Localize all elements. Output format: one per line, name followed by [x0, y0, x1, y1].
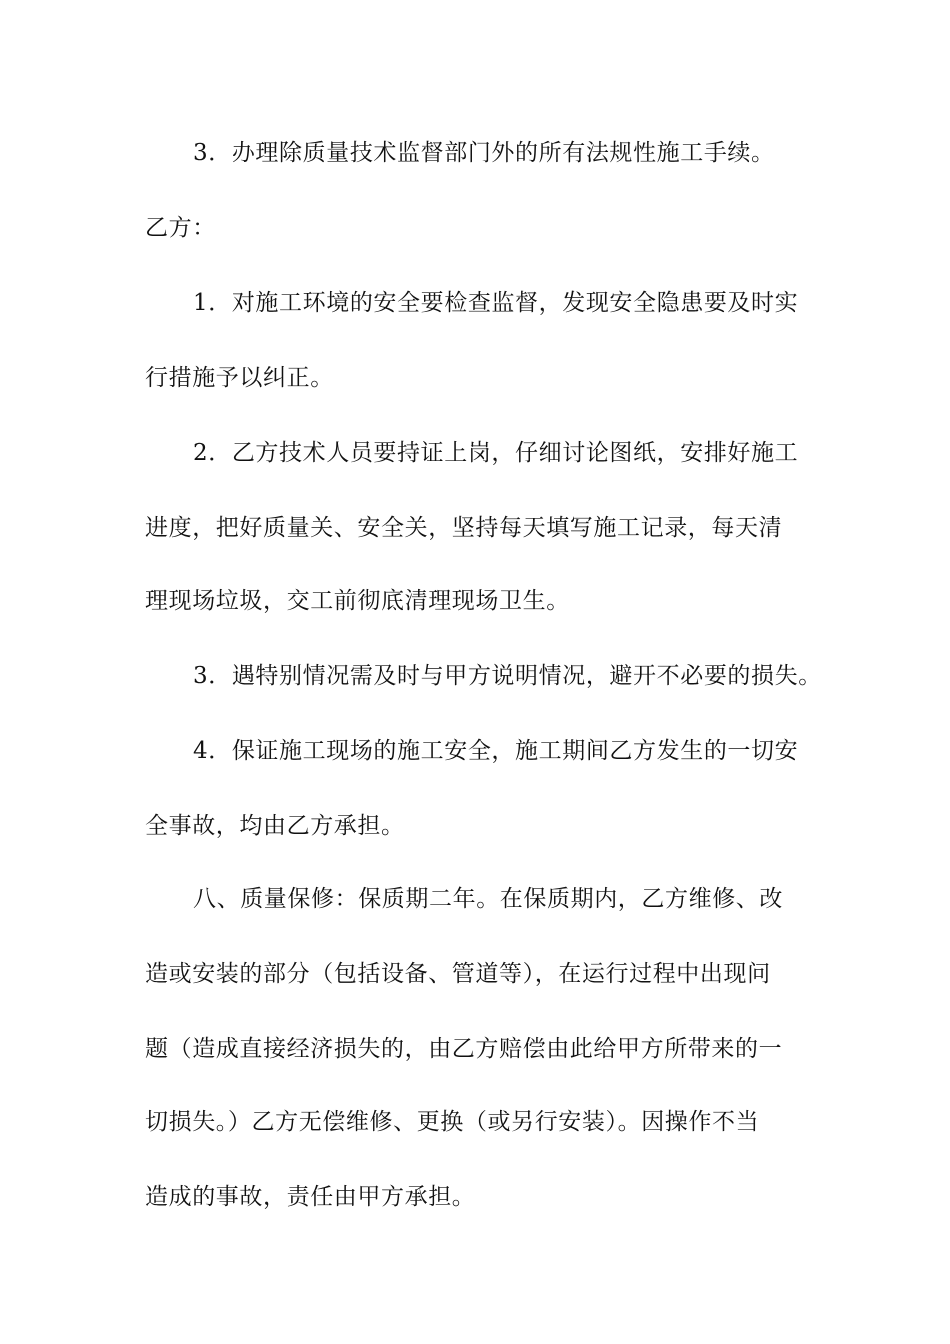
section-8-warranty-line-1: 八、质量保修：保质期二年。在保质期内，乙方维修、改 — [193, 886, 783, 912]
party-b-item-2-line-3: 理现场垃圾，交工前彻底清理现场卫生。 — [145, 588, 570, 614]
section-8-warranty-line-4: 切损失。）乙方无偿维修、更换（或另行安装）。因操作不当 — [145, 1109, 760, 1135]
section-8-warranty-line-3: 题（造成直接经济损失的，由乙方赔偿由此给甲方所带来的一 — [145, 1036, 783, 1062]
party-b-heading: 乙方： — [145, 215, 216, 241]
section-8-warranty-line-2: 造或安装的部分（包括设备、管道等），在运行过程中出现问 — [145, 961, 771, 987]
party-b-item-4-line-2: 全事故，均由乙方承担。 — [145, 813, 405, 839]
party-b-item-2-line-1: 2．乙方技术人员要持证上岗，仔细讨论图纸，安排好施工 — [193, 440, 799, 466]
party-b-item-2-line-2: 进度，把好质量关、安全关，坚持每天填写施工记录，每天清 — [145, 515, 783, 541]
party-b-item-1-line-1: 1．对施工环境的安全要检查监督，发现安全隐患要及时实 — [193, 290, 799, 316]
party-b-item-4-line-1: 4．保证施工现场的施工安全，施工期间乙方发生的一切安 — [193, 738, 799, 764]
section-8-warranty-line-5: 造成的事故，责任由甲方承担。 — [145, 1184, 476, 1210]
party-b-item-3: 3．遇特别情况需及时与甲方说明情况，避开不必要的损失。 — [193, 663, 822, 689]
party-b-item-1-line-2: 行措施予以纠正。 — [145, 365, 334, 391]
item-3-handle-permits: 3．办理除质量技术监督部门外的所有法规性施工手续。 — [193, 140, 775, 166]
